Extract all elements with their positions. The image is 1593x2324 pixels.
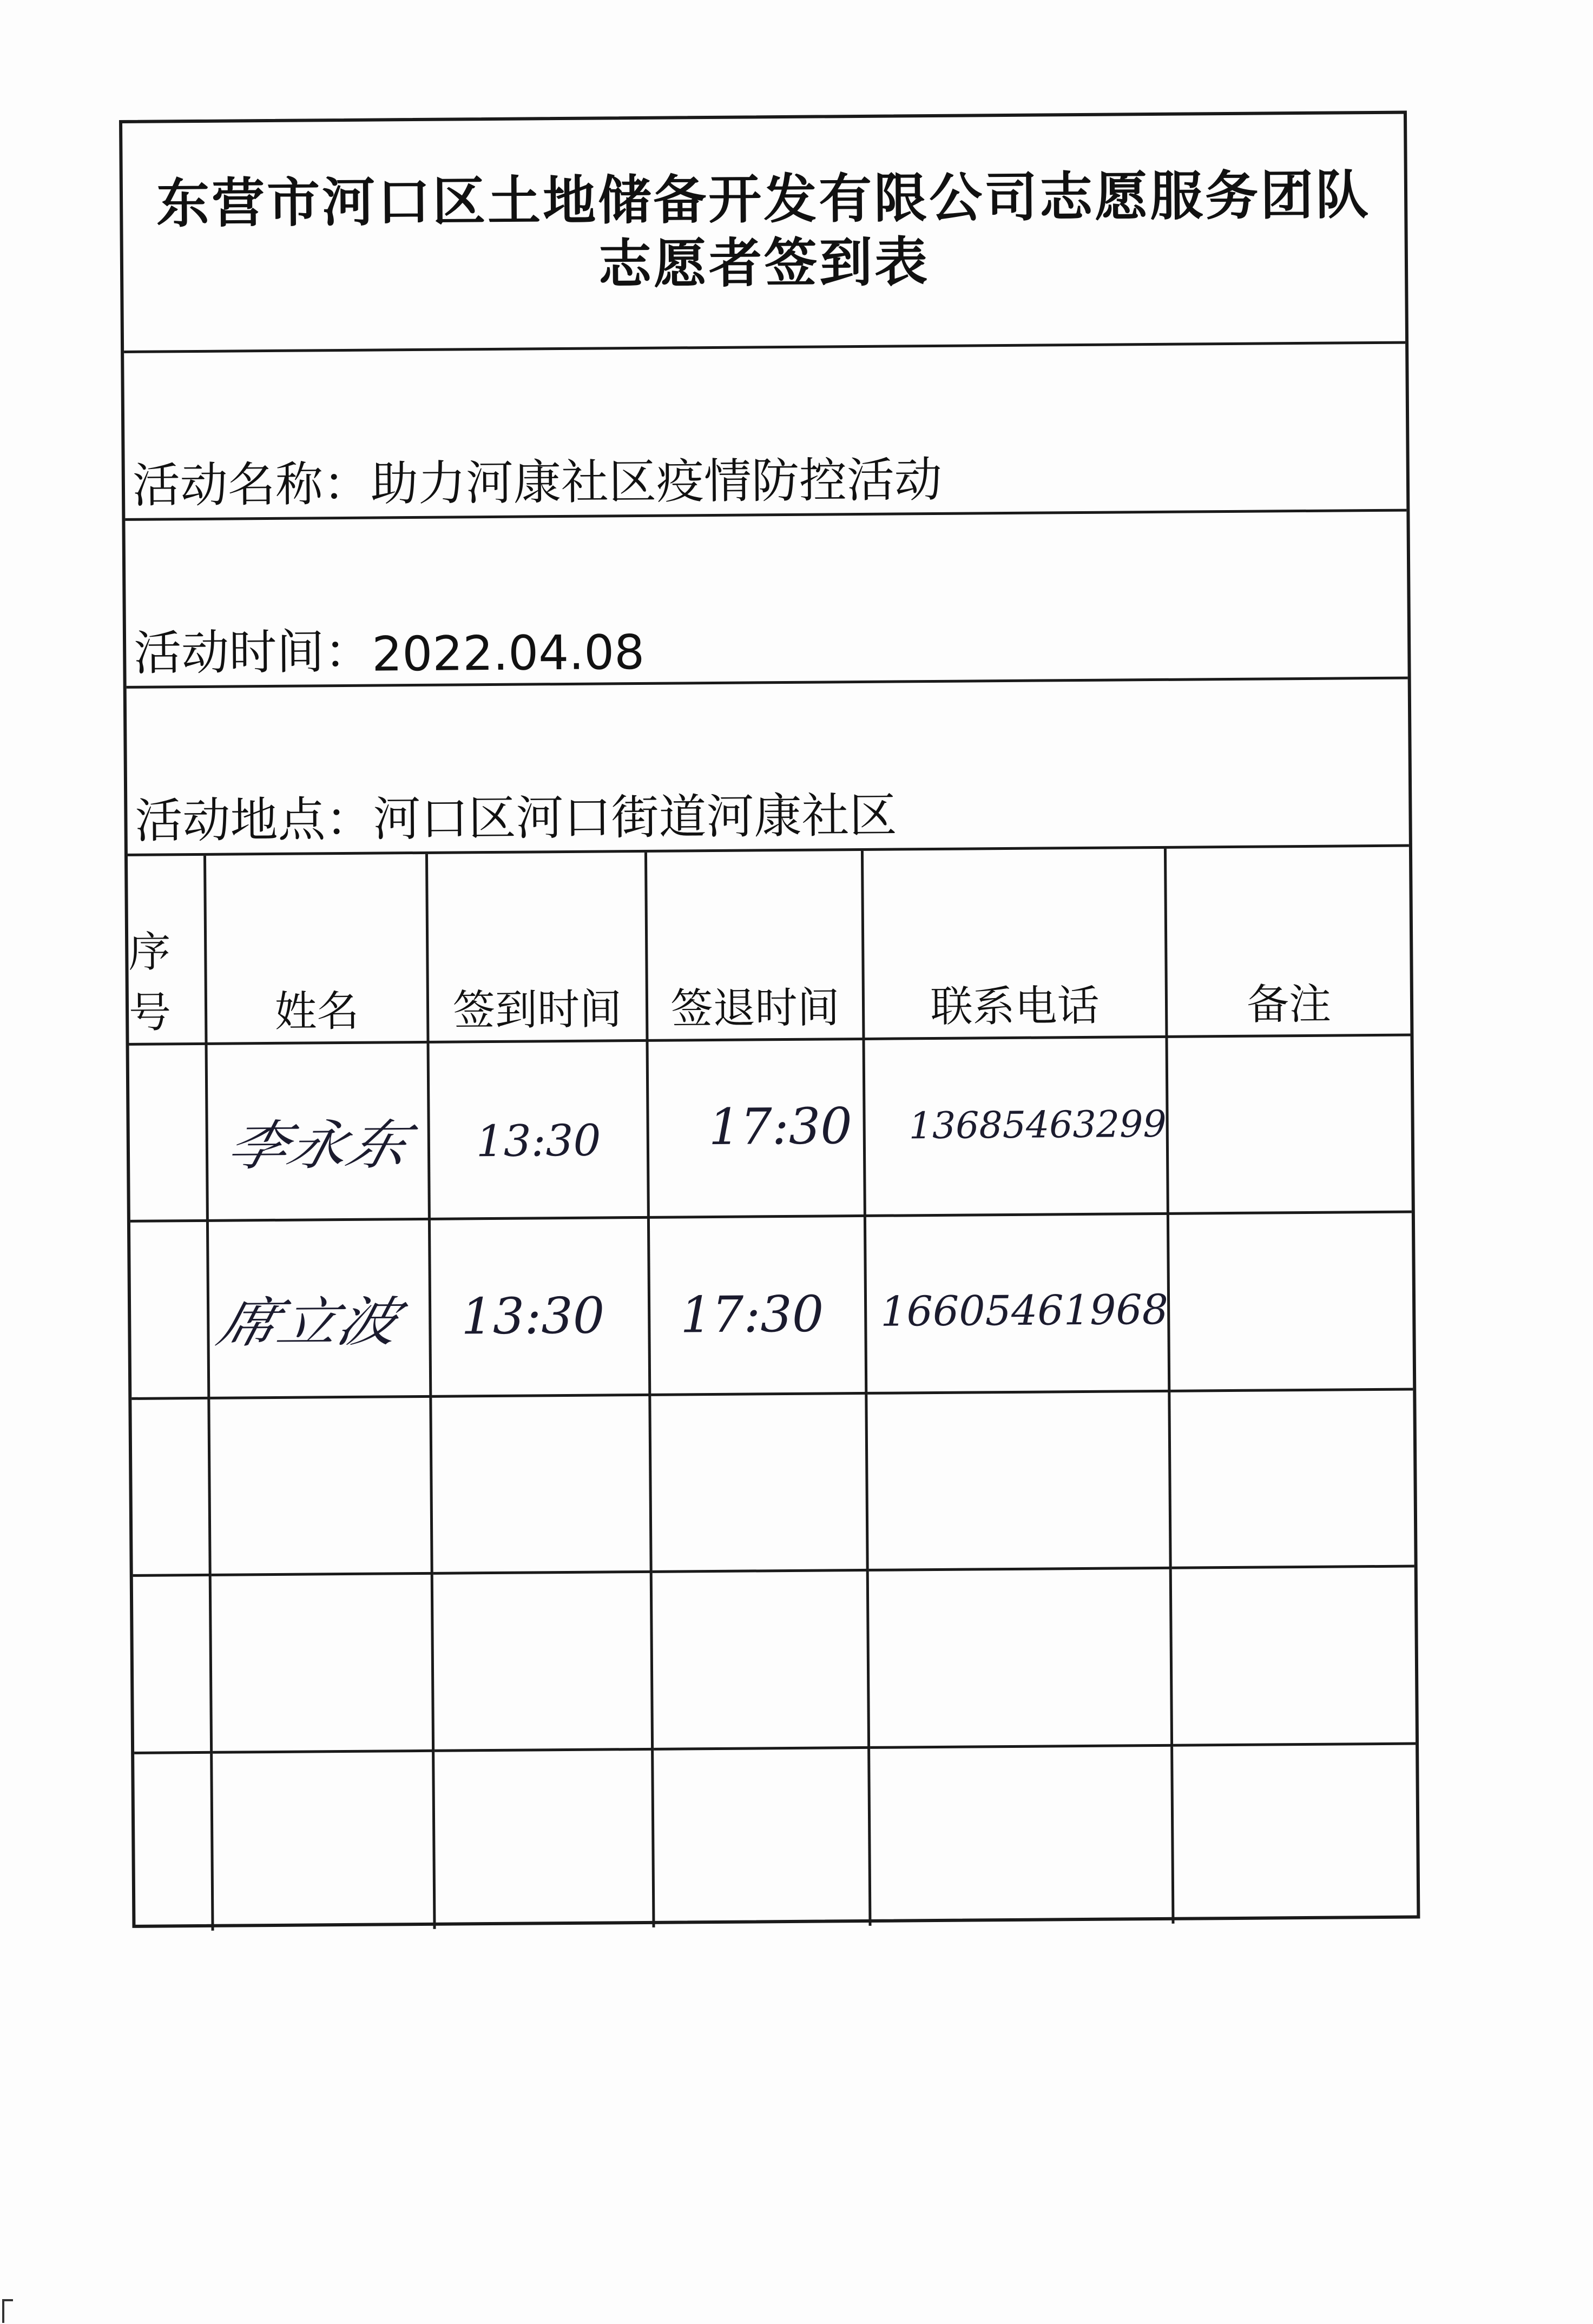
table-row-3-phone [867,1392,1171,1572]
activity-name-value: 助力河康社区疫情防控活动 [370,451,943,512]
signature-row-2: 席立波 [212,1291,406,1355]
table-row-1-index [129,1045,209,1223]
title-line-1: 东营市河口区土地储备开发有限公司志愿服务团队 [156,164,1371,235]
table-row-4-phone [869,1569,1173,1749]
header-phone: 联系电话 [864,849,1168,1040]
table-row-4-sign-out [653,1572,870,1750]
table-row-3-index [131,1399,211,1577]
table-row-5-phone [870,1746,1174,1925]
table-row-2-sign-out [650,1217,867,1396]
sign-out-time-2: 17:30 [680,1285,824,1344]
table-row-1-sign-in [430,1042,650,1220]
table-row-1-sign-out [649,1040,866,1219]
activity-time-row [125,512,1407,689]
header-name: 姓名 [206,854,430,1045]
table-row-2-note [1169,1213,1413,1392]
table-row-5-sign-out [654,1748,871,1927]
volunteer-table [128,847,1417,1931]
title-line-2: 志愿者签到表 [598,232,930,296]
table-row-2-sign-in [431,1219,651,1397]
table-row-3-note [1170,1390,1414,1569]
table-row-5-index [134,1753,214,1931]
sign-in-sheet [119,111,1420,1928]
table-row-2-index [130,1222,210,1399]
phone-1: 13685463299 [909,1102,1167,1148]
table-row-2-phone [866,1215,1170,1395]
activity-name-row [124,344,1406,521]
header-note: 备注 [1167,847,1411,1038]
table-row-1-note [1168,1036,1411,1216]
activity-time-value: 2022.04.08 [371,624,645,682]
table-row-4-note [1172,1568,1416,1747]
activity-time-label: 活动时间： [133,623,372,681]
table-row-5-note [1173,1745,1417,1924]
scan-corner-mark [2,2299,13,2323]
sign-in-time-1: 13:30 [476,1115,601,1167]
sign-in-time-2: 13:30 [460,1286,605,1346]
sign-out-time-1: 17:30 [708,1097,853,1157]
table-row-5-sign-in [435,1750,655,1929]
table-row-4-index [133,1576,213,1754]
table-row-5-name [213,1752,436,1930]
header-sign-out-time: 签退时间 [647,851,865,1042]
signature-row-1: 李永东 [221,1113,415,1178]
table-row-4-name [212,1575,435,1753]
table-row-2-name [209,1220,432,1399]
header-sign-in-time: 签到时间 [428,853,649,1044]
table-row-3-name [210,1398,433,1576]
sheet-title [122,114,1405,353]
table-row-3-sign-out [651,1395,868,1573]
activity-place-row [127,679,1409,856]
table-row-4-sign-in [433,1573,654,1752]
activity-name-label: 活动名称： [132,455,371,513]
table-row-1-phone [865,1038,1169,1217]
table-row-3-sign-in [432,1396,652,1575]
activity-place-value: 河口区河口街道河康社区 [373,787,897,847]
phone-2: 16605461968 [880,1285,1169,1336]
table-row-1-name [208,1044,431,1222]
header-index: 序号 [128,856,208,1046]
activity-place-label: 活动地点： [135,791,373,849]
